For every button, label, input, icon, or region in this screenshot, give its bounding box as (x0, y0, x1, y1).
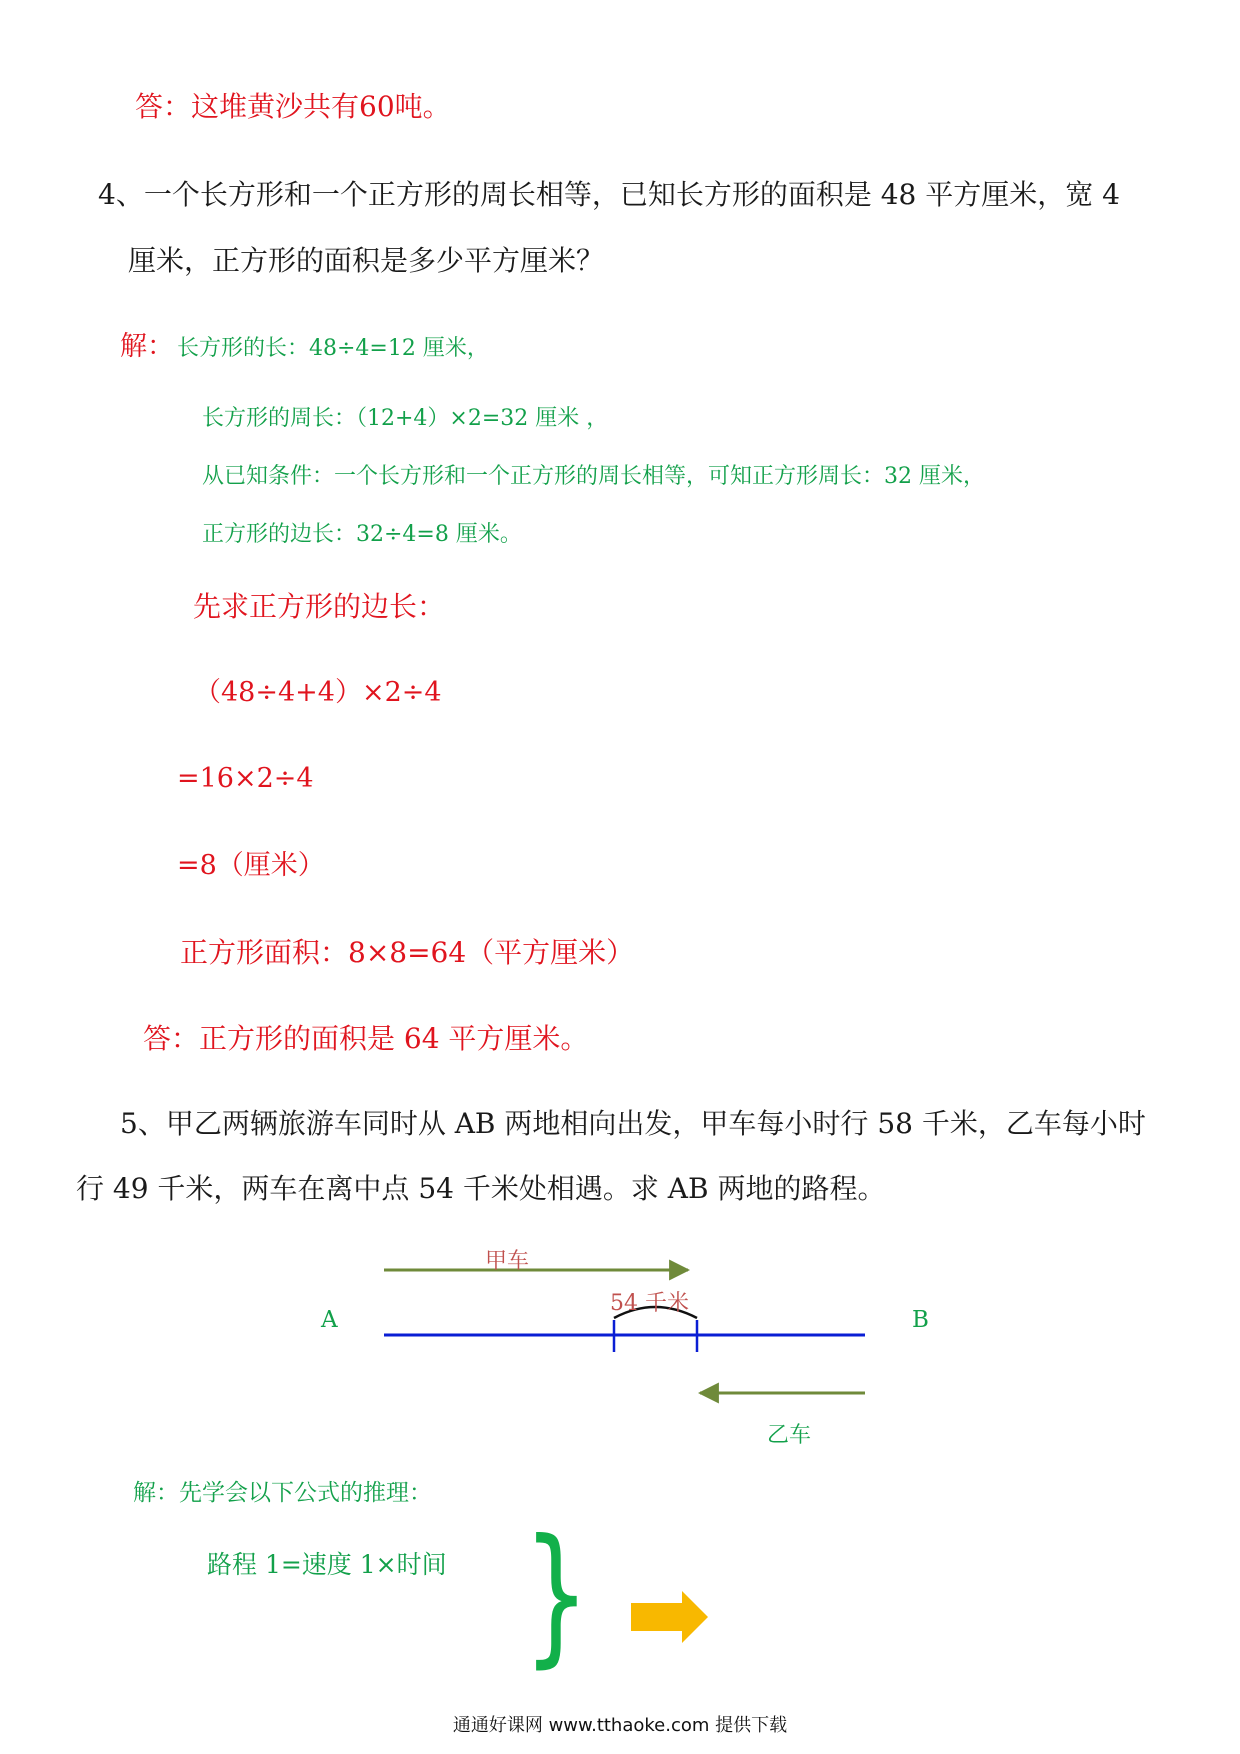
q5-formula-1: 路程 1=速度 1×时间 (207, 1550, 447, 1579)
brace-icon: } (523, 1508, 590, 1682)
q4-calc-3: =8（厘米） (177, 850, 325, 881)
q3-answer: 答：这堆黄沙共有60吨。 (135, 90, 451, 123)
point-b-label: B (912, 1307, 929, 1333)
q4-calc-1: （48÷4+4）×2÷4 (194, 677, 442, 708)
car-yi-label: 乙车 (767, 1423, 812, 1448)
q4-question-line2: 厘米，正方形的面积是多少平方厘米？ (128, 244, 605, 277)
right-arrow-icon (631, 1591, 708, 1643)
q5-question-line2: 行 49 千米，两车在离中点 54 千米处相遇。求 AB 两地的路程。 (76, 1172, 886, 1205)
q4-area: 正方形面积：8×8=64（平方厘米） (180, 936, 635, 969)
point-a-label: A (321, 1307, 338, 1333)
q4-calc-2: =16×2÷4 (177, 763, 314, 794)
gap-label: 54 千米 (610, 1291, 689, 1316)
car-jia-label: 甲车 (485, 1249, 530, 1274)
q4-step-3: 从已知条件：一个长方形和一个正方形的周长相等，可知正方形周长：32 厘米， (202, 464, 985, 489)
q4-solution-label: 解： (120, 331, 174, 362)
q4-answer: 答：正方形的面积是 64 平方厘米。 (143, 1022, 589, 1055)
q4-step-2: 长方形的周长：（12+4）×2=32 厘米 ， (202, 406, 609, 431)
q4-question-line1: 4、一个长方形和一个正方形的周长相等，已知长方形的面积是 48 平方厘米，宽 4 (98, 178, 1120, 211)
q5-solution-intro: 解：先学会以下公式的推理： (133, 1480, 432, 1506)
q5-question-line1: 5、甲乙两辆旅游车同时从 AB 两地相向出发，甲车每小时行 58 千米，乙车每小时 (120, 1107, 1146, 1140)
q4-step-1: 长方形的长：48÷4=12 厘米， (177, 336, 489, 361)
q4-step-4: 正方形的边长：32÷4=8 厘米。 (202, 522, 522, 547)
footer: 通通好课网 www.tthaoke.com 提供下载 (452, 1715, 788, 1736)
q4-method-heading: 先求正方形的边长： (193, 590, 446, 623)
